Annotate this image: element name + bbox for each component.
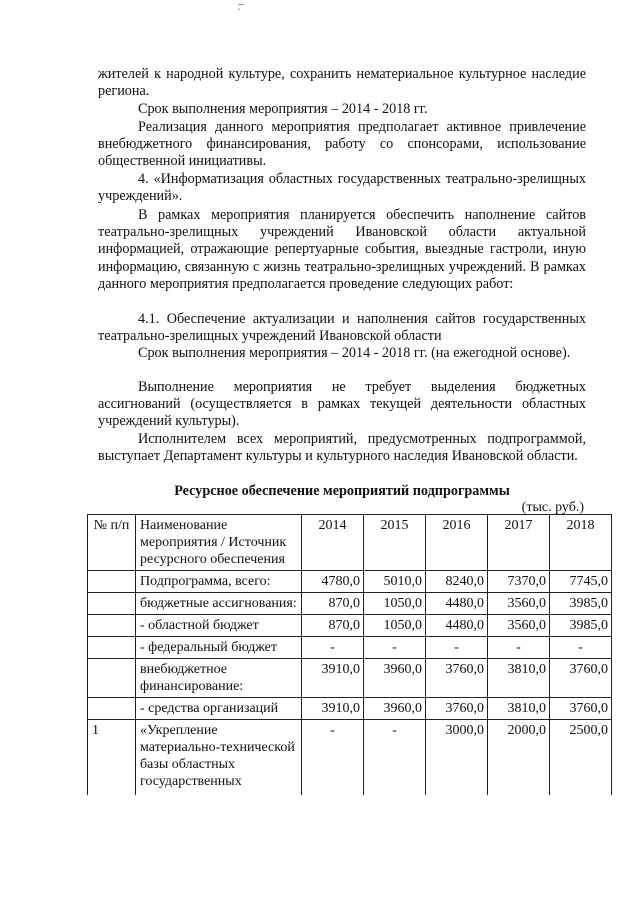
paragraph-1: жителей к народной культуре, сохранить нематериальное культурное наследие региона. <box>98 66 586 100</box>
header-year: 2017 <box>488 515 550 571</box>
table-row <box>88 698 612 720</box>
row-value: 870,0 <box>302 615 364 637</box>
row-value: - <box>488 637 550 659</box>
resource-table <box>87 514 612 795</box>
page-mark: ·̅ <box>237 2 241 16</box>
row-name: - областной бюджет <box>136 615 302 637</box>
row-value: 870,0 <box>302 593 364 615</box>
row-value: 3910,0 <box>302 659 364 698</box>
table-row <box>88 659 612 698</box>
row-value: 1050,0 <box>364 593 426 615</box>
row-name: бюджетные ассигнования: <box>136 593 302 615</box>
paragraph-9: Исполнителем всех мероприятий, предусмотренных подпрограммой, выступает Департамент культуры и культурного наследия Ивановской области. <box>98 431 586 465</box>
row-num <box>88 615 136 637</box>
row-num <box>88 637 136 659</box>
row-value: 2000,0 <box>488 720 550 796</box>
paragraph-4: 4. «Информатизация областных государственных театрально-зрелищных учреждений». <box>98 171 586 205</box>
row-value: 3985,0 <box>550 593 612 615</box>
header-year: 2015 <box>364 515 426 571</box>
paragraph-8: Выполнение мероприятия не требует выделения бюджетных ассигнований (осуществляется в рамках текущей деятельности областных учреждений культуры). <box>98 379 586 430</box>
units-label: (тыс. руб.) <box>521 500 584 515</box>
row-name: внебюджетное финансирование: <box>136 659 302 698</box>
row-value: 3760,0 <box>550 698 612 720</box>
row-value: - <box>550 637 612 659</box>
row-value: 3760,0 <box>426 698 488 720</box>
row-value: 3985,0 <box>550 615 612 637</box>
row-value: 4480,0 <box>426 615 488 637</box>
paragraph-6: 4.1. Обеспечение актуализации и наполнения сайтов государственных театрально-зрелищных учреждений Ивановской области <box>98 311 586 345</box>
row-num <box>88 593 136 615</box>
paragraph-5: В рамках мероприятия планируется обеспечить наполнение сайтов театрально-зрелищных учреждений Ивановской области актуальной информацией, отражающие репертуарные события, выездные гастроли, иную информацию, связанную с жизнь театрально-зрелищных учреждений. В рамках данного мероприятия предполагается проведение следующих работ: <box>98 207 586 292</box>
row-value: - <box>364 637 426 659</box>
table-header-row <box>88 515 612 571</box>
row-value: - <box>302 637 364 659</box>
row-value: 3760,0 <box>426 659 488 698</box>
section-heading: Ресурсное обеспечение мероприятий подпрограммы <box>174 483 510 499</box>
row-value: 3000,0 <box>426 720 488 796</box>
row-value: 4480,0 <box>426 593 488 615</box>
row-value: 3760,0 <box>550 659 612 698</box>
row-value: 3910,0 <box>302 698 364 720</box>
row-name: «Укрепление материально-технической базы областных государственных <box>136 720 302 796</box>
row-value: 7370,0 <box>488 571 550 593</box>
row-num: 1 <box>88 720 136 796</box>
header-year: 2014 <box>302 515 364 571</box>
row-value: 3810,0 <box>488 698 550 720</box>
row-value: 7745,0 <box>550 571 612 593</box>
header-num: № п/п <box>88 515 136 571</box>
row-value: 8240,0 <box>426 571 488 593</box>
header-name: Наименование мероприятия / Источник ресурсного обеспечения <box>136 515 302 571</box>
table-row <box>88 593 612 615</box>
table-row <box>88 615 612 637</box>
row-name: Подпрограмма, всего: <box>136 571 302 593</box>
row-num <box>88 659 136 698</box>
row-name: - федеральный бюджет <box>136 637 302 659</box>
row-value: 3560,0 <box>488 593 550 615</box>
row-value: 2500,0 <box>550 720 612 796</box>
row-value: 3960,0 <box>364 698 426 720</box>
header-year: 2016 <box>426 515 488 571</box>
row-num <box>88 571 136 593</box>
row-value: 5010,0 <box>364 571 426 593</box>
paragraph-2: Срок выполнения мероприятия – 2014 - 2018 гг. <box>138 101 428 117</box>
row-value: 3810,0 <box>488 659 550 698</box>
row-value: 1050,0 <box>364 615 426 637</box>
row-name: - средства организаций <box>136 698 302 720</box>
paragraph-7: Срок выполнения мероприятия – 2014 - 2018 гг. (на ежегодной основе). <box>138 345 571 361</box>
table-row <box>88 571 612 593</box>
row-value: 3960,0 <box>364 659 426 698</box>
row-value: - <box>426 637 488 659</box>
table-row <box>88 720 612 796</box>
paragraph-3: Реализация данного мероприятия предполагает активное привлечение внебюджетного финансирования, работу со спонсорами, использование общественной инициативы. <box>98 119 586 170</box>
table-row <box>88 637 612 659</box>
row-value: 4780,0 <box>302 571 364 593</box>
row-value: - <box>302 720 364 796</box>
row-value: 3560,0 <box>488 615 550 637</box>
row-value: - <box>364 720 426 796</box>
row-num <box>88 698 136 720</box>
header-year: 2018 <box>550 515 612 571</box>
